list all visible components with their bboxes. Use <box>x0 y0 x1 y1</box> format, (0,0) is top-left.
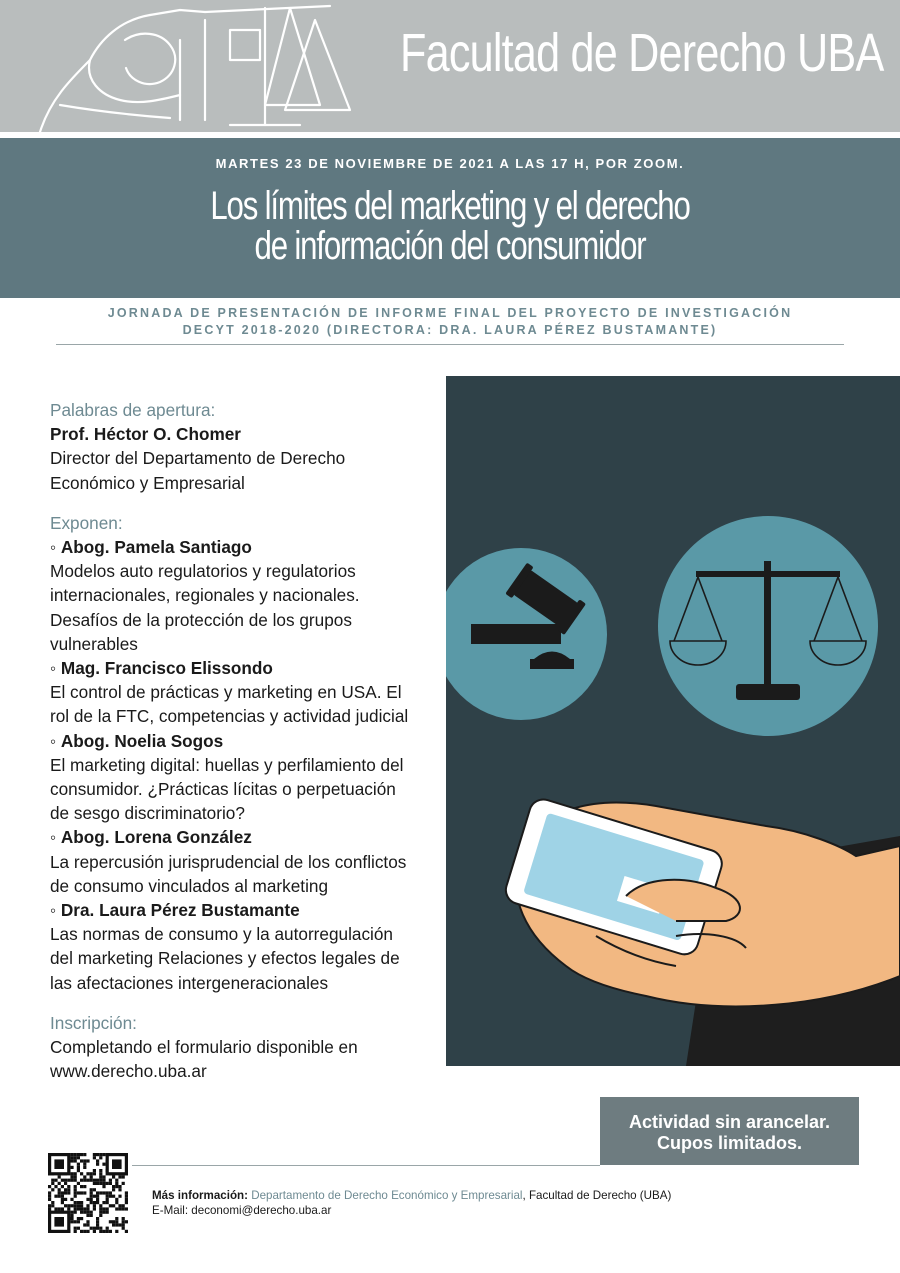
smartphone-hand-icon <box>502 796 900 1066</box>
bullet-icon: ◦ <box>50 827 61 848</box>
speaker-topic-line: Desafíos de la protección de los grupos <box>50 609 352 630</box>
speaker-topic-line: vulnerables <box>50 633 138 654</box>
speaker-name: Abog. Lorena González <box>60 827 252 848</box>
email-label: E-Mail: <box>152 1204 192 1217</box>
speaker-topic-line: El marketing digital: huellas y perfilamiento del <box>50 754 404 775</box>
jornada-line-2: DECYT 2018-2020 (DIRECTORA: DRA. LAURA PÉREZ BUSTAMANTE) <box>182 323 718 337</box>
justice-statue-icon <box>30 0 390 132</box>
cta-line-1: Actividad sin arancelar. <box>628 1112 831 1132</box>
speaker-list <box>50 535 445 995</box>
faculty-name: Facultad de Derecho UBA <box>400 23 884 83</box>
illustration <box>446 376 900 1066</box>
speaker-topic-line: de consumo vinculados al marketing <box>50 875 329 896</box>
faculty-text: , Facultad de Derecho (UBA) <box>522 1189 672 1202</box>
bullet-icon: ◦ <box>50 658 61 679</box>
header-band <box>0 0 900 132</box>
speaker-topic-line: consumidor. ¿Prácticas lícitas o perpetuación <box>50 779 396 800</box>
email-line <box>152 1203 671 1218</box>
bullet-icon: ◦ <box>50 730 61 751</box>
speaker-topic-line: del marketing Relaciones y efectos legales de <box>50 948 400 969</box>
cta-line-2: Cupos limitados. <box>656 1133 802 1153</box>
department-link[interactable]: Departamento de Derecho Económico y Empresarial <box>251 1189 523 1202</box>
speaker-topic-line: internacionales, regionales y nacionales. <box>50 585 360 606</box>
divider <box>56 344 844 345</box>
title-band <box>0 138 900 298</box>
divider <box>132 1165 600 1166</box>
registration-url[interactable]: www.derecho.uba.ar <box>50 1061 207 1082</box>
speaker-name: Dra. Laura Pérez Bustamante <box>60 900 300 921</box>
event-date: MARTES 23 DE NOVIEMBRE DE 2021 A LAS 17 H, POR ZOOM. <box>215 156 685 171</box>
email-address[interactable]: deconomi@derecho.uba.ar <box>191 1204 332 1217</box>
scales-icon <box>658 516 878 736</box>
opening-speaker-name: Prof. Héctor O. Chomer <box>50 424 242 445</box>
speaker-topic-line: las afectaciones intergeneracionales <box>50 972 329 993</box>
more-info-label: Más información: <box>152 1189 248 1202</box>
speaker-topic-line: El control de prácticas y marketing en USA. El <box>50 682 402 703</box>
speaker-name: Abog. Pamela Santiago <box>60 537 252 558</box>
speaker-topic-line: rol de la FTC, competencias y actividad judicial <box>50 706 409 727</box>
event-title-line-1: Los límites del marketing y el derecho <box>210 184 690 228</box>
opening-speaker-role-line: Director del Departamento de Derecho <box>50 448 346 469</box>
speaker-topic-line: Las normas de consumo y la autorregulación <box>50 924 393 945</box>
registration-label: Inscripción: <box>50 1012 137 1033</box>
speaker-topic-line: La repercusión jurisprudencial de los conflictos <box>50 851 407 872</box>
speaker-topic-line: Modelos auto regulatorios y regulatorios <box>50 561 356 582</box>
speaker-name: Abog. Noelia Sogos <box>60 730 224 751</box>
speakers-label: Exponen: <box>50 512 123 533</box>
bullet-icon: ◦ <box>50 537 61 558</box>
illustration-art <box>446 376 900 1066</box>
registration-text: Completando el formulario disponible en <box>50 1037 358 1058</box>
free-activity-badge <box>600 1097 859 1165</box>
event-title-line-2: de información del consumidor <box>254 224 646 268</box>
program-column <box>50 398 445 1083</box>
jornada-line-1: JORNADA DE PRESENTACIÓN DE INFORME FINAL DEL PROYECTO DE INVESTIGACIÓN <box>107 306 793 320</box>
event-title <box>0 186 900 266</box>
speaker-name: Mag. Francisco Elissondo <box>60 658 273 679</box>
speaker-topic-line: de sesgo discriminatorio? <box>50 803 245 824</box>
bullet-icon: ◦ <box>50 900 61 921</box>
qr-code-icon[interactable] <box>48 1153 128 1233</box>
more-info-line <box>152 1188 671 1203</box>
gavel-icon <box>446 548 607 720</box>
contact-info <box>152 1188 671 1218</box>
jornada-description <box>0 305 900 339</box>
opening-speaker-role-line: Económico y Empresarial <box>50 472 245 493</box>
opening-label: Palabras de apertura: <box>50 400 216 420</box>
